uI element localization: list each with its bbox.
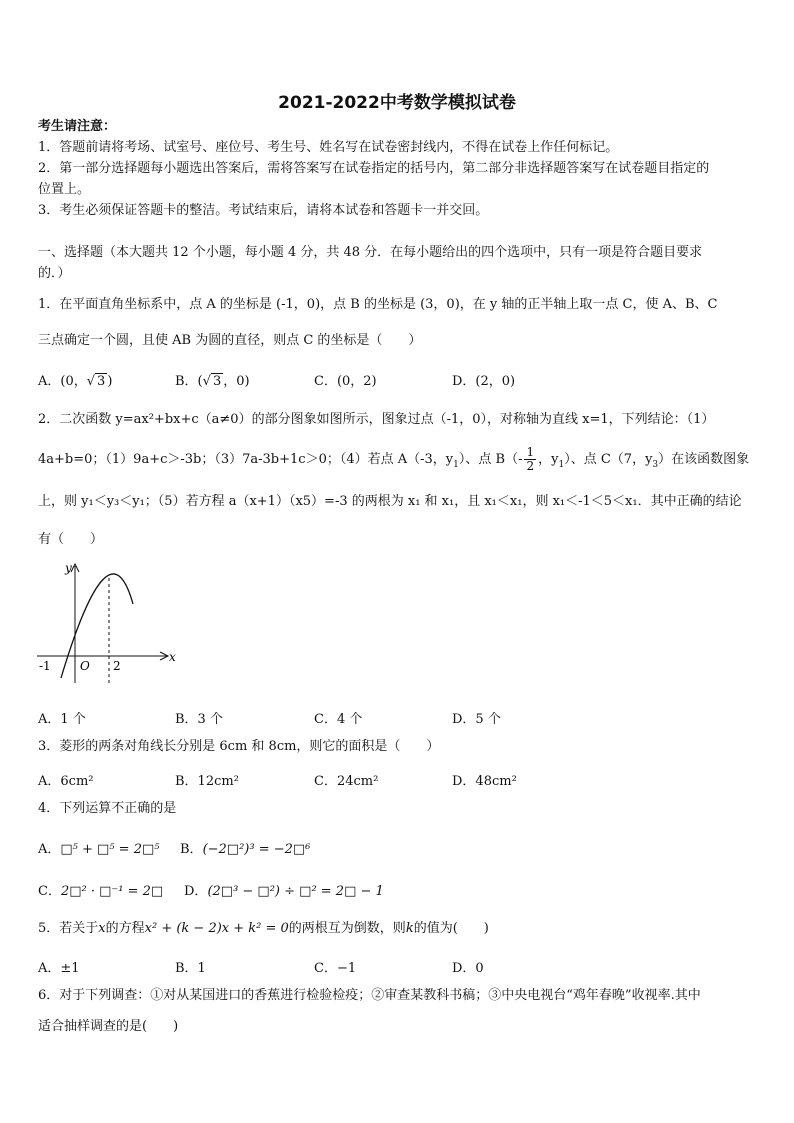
notice-item-2-cont: 位置上。 [38, 182, 91, 197]
q2-option-a: A．1 个 [38, 712, 86, 727]
notice-heading: 考生请注意： [38, 119, 117, 134]
q1-option-a: A．(0，√ 3 ) [38, 374, 113, 389]
q2-text-line4: 有（ ） [38, 532, 104, 547]
q1-option-d: D．(2，0) [452, 374, 516, 389]
page-title: 2021-2022中考数学模拟试卷 [278, 93, 516, 113]
q4-option-c: C．2□² · □⁻¹ = 2□ [38, 884, 164, 899]
q2-option-d: D．5 个 [452, 712, 501, 727]
q3-option-b: B．12cm² [175, 774, 239, 789]
graph-neg-one-label: -1 [39, 659, 51, 673]
graph-two-label: 2 [113, 659, 121, 673]
q3-option-c: C．24cm² [314, 774, 379, 789]
q4-option-d: D．(2□³ − □²) ÷ □² = 2□ − 1 [184, 884, 384, 899]
q1-text-line2: 三点确定一个圆，且使 AB 为圆的直径，则点 C 的坐标是（ ） [38, 333, 422, 348]
q5-option-b: B．1 [175, 961, 206, 976]
q6-text-line2: 适合抽样调查的是( ) [38, 1019, 179, 1034]
graph-x-label: x [169, 650, 176, 664]
notice-item-1: 1．答题前请将考场、试室号、座位号、考生号、姓名写在试卷密封线内，不得在试卷上作任何标记。 [38, 140, 619, 155]
q2-text-line1: 2．二次函数 y=ax²+bx+c（a≠0）的部分图象如图所示，图象过点（-1，0），对称轴为直线 x=1，下列结论：（1） [38, 412, 715, 427]
section-heading-line1: 一、选择题（本大题共 12 个小题，每小题 4 分，共 48 分．在每小题给出的四个选项中，只有一项是符合题目要求 [38, 245, 703, 260]
q2-option-c: C．4 个 [314, 712, 363, 727]
q3-option-a: A．6cm² [38, 774, 94, 789]
q4-option-a: A．□⁵ + □⁵ = 2□⁵ [38, 842, 160, 857]
q2-option-b: B．3 个 [175, 712, 223, 727]
q4-option-b: B．(−2□²)³ = −2□⁶ [180, 842, 311, 857]
q5-text: 5．若关于x的方程x² + (k − 2)x + k² = 0的两根互为倒数，则k的值为( ) [38, 921, 489, 936]
q6-text-line1: 6．对于下列调查：①对从某国进口的香蕉进行检验检疫；②审查某教科书稿；③中央电视台“鸡年春晚”收视率.其中 [38, 988, 701, 1003]
graph-origin-label: O [80, 659, 90, 673]
q3-text: 3．菱形的两条对角线长分别是 6cm 和 8cm，则它的面积是（ ） [38, 739, 440, 754]
q2-text-line2: 4a+b=0；（1）9a+c＞-3b；（3）7a-3b+1c＞0；（4）若点 A（-3，$y_1$）、点 B（- $\frac{1}{2}$ ，$y_1$）、点 C（7，$y_3$）在该函数图象 [38, 445, 750, 474]
q1-option-b: B．(√ 3 ，0) [175, 374, 250, 389]
q1-text-line1: 1．在平面直角坐标系中，点 A 的坐标是 (-1，0)，点 B 的坐标是 (3，0)，在 y 轴的正半轴上取一点 C，使 A、B、C [38, 297, 718, 312]
graph-y-label: y [65, 561, 72, 575]
q2-text-line3: 上，则 y₁＜y₃＜y₁；（5）若方程 a（x+1）（x5）=-3 的两根为 x₁ 和 x₁，且 x₁＜x₁，则 x₁＜-1＜5＜x₁．其中正确的结论 [38, 494, 742, 509]
q2-parabola-graph [35, 558, 180, 688]
notice-item-3: 3．考生必须保证答题卡的整洁。考试结束后，请将本试卷和答题卡一并交回。 [38, 203, 489, 218]
q4-text: 4．下列运算不正确的是 [38, 801, 177, 816]
q5-option-d: D．0 [452, 961, 484, 976]
q5-option-a: A．±1 [38, 961, 80, 976]
fraction-one-half: $\frac{1}{2}$ [526, 445, 535, 474]
q1-option-c: C．(0，2) [314, 374, 377, 389]
q5-option-c: C．−1 [314, 961, 357, 976]
notice-item-2: 2．第一部分选择题每小题选出答案后，需将答案写在试卷指定的括号内，第二部分非选择题答案写在试卷题目指定的 [38, 161, 710, 176]
q3-option-d: D．48cm² [452, 774, 517, 789]
section-heading-line2: 的．） [38, 266, 71, 281]
